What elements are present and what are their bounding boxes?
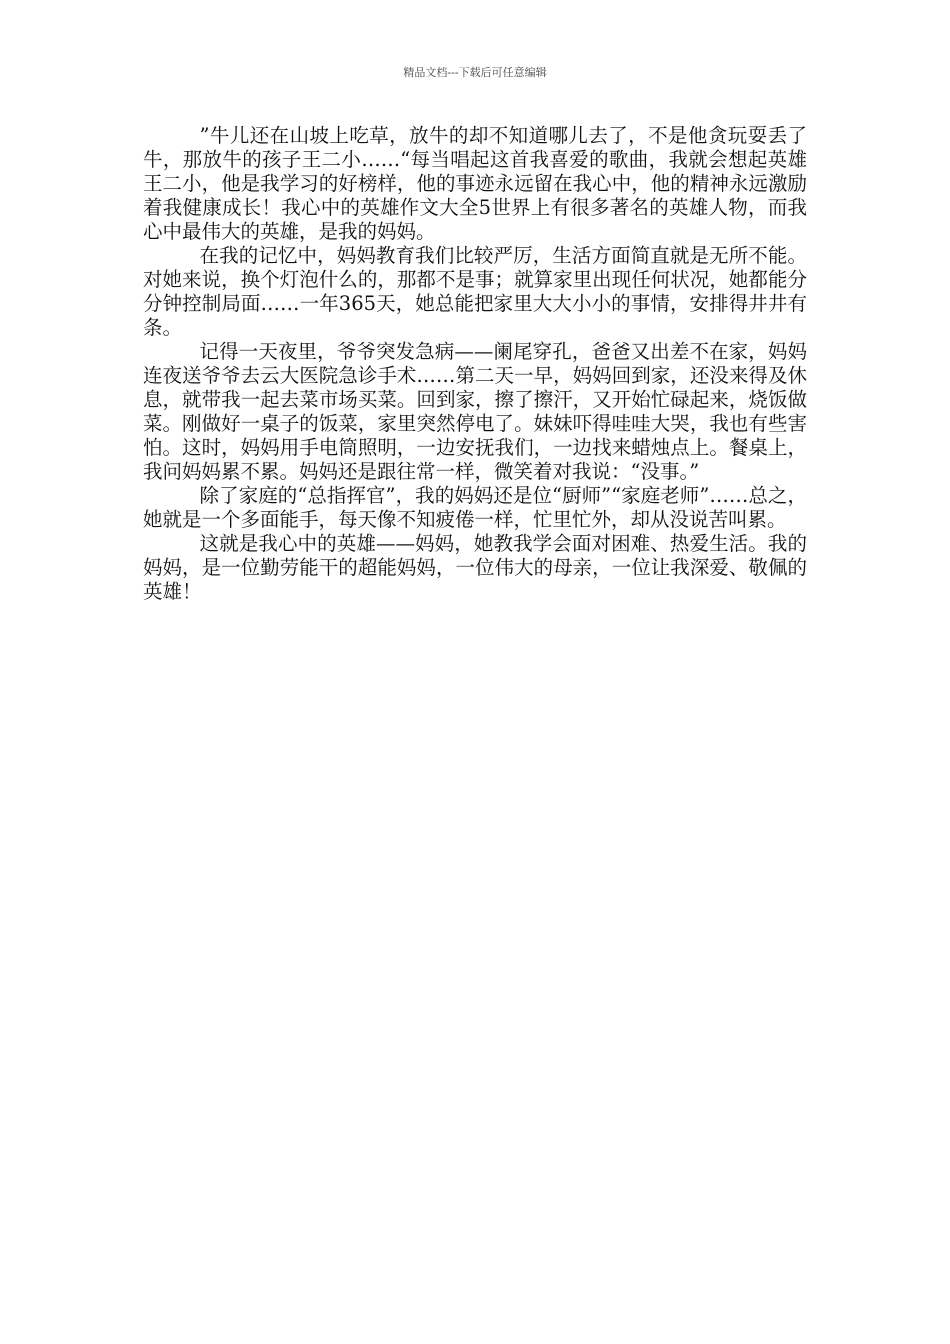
paragraph-4: 除了家庭的“总指挥官”，我的妈妈还是位“厨师”“家庭老师”……总之，她就是一个多面能手，每天像不知疲倦一样，忙里忙外，却从没说苦叫累。 [143, 484, 807, 531]
paragraph-2: 在我的记忆中，妈妈教育我们比较严厉，生活方面简直就是无所不能。对她来说，换个灯泡什么的，那都不是事；就算家里出现任何状况，她都能分分钟控制局面……一年365天，她总能把家里大大小小的事情，安排得井井有条。 [143, 244, 807, 339]
paragraph-3: 记得一天夜里，爷爷突发急病——阑尾穿孔，爸爸又出差不在家，妈妈连夜送爷爷去云大医院急诊手术……第二天一早，妈妈回到家，还没来得及休息，就带我一起去菜市场买菜。回到家，擦了擦汗，又开始忙碌起来，烧饭做菜。刚做好一桌子的饭菜，家里突然停电了。妹妹吓得哇哇大哭，我也有些害怕。这时，妈妈用手电筒照明，一边安抚我们，一边找来蜡烛点上。餐桌上，我问妈妈累不累。妈妈还是跟往常一样，微笑着对我说：“没事。” [143, 340, 807, 483]
page-header: 精品文档---下载后可任意编辑 [403, 66, 547, 79]
paragraph-5: 这就是我心中的英雄——妈妈，她教我学会面对困难、热爱生活。我的妈妈，是一位勤劳能干的超能妈妈，一位伟大的母亲，一位让我深爱、敬佩的英雄！ [143, 532, 807, 603]
article-body [143, 124, 807, 604]
paragraph-1: ”牛儿还在山坡上吃草，放牛的却不知道哪儿去了，不是他贪玩耍丢了牛，那放牛的孩子王二小……“每当唱起这首我喜爱的歌曲，我就会想起英雄王二小，他是我学习的好榜样，他的事迹永远留在我心中，他的精神永远激励着我健康成长！我心中的英雄作文大全5世界上有很多著名的英雄人物，而我心中最伟大的英雄，是我的妈妈。 [143, 124, 807, 243]
